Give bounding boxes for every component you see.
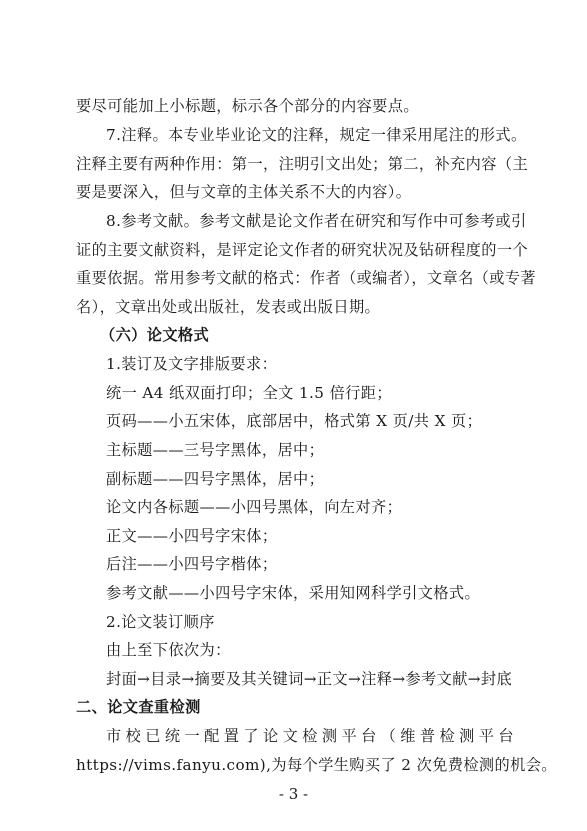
text-line: 市校已统一配置了论文检测平台（维普检测平台 xyxy=(106,727,514,745)
text-line: 正文——小四号字宋体； xyxy=(106,527,278,545)
text-line: 7.注释。本专业毕业论文的注释，规定一律采用尾注的形式。 xyxy=(106,126,527,144)
text-line: 论文内各标题——小四号黑体，向左对齐； xyxy=(106,498,403,516)
text-line: 8.参考文献。参考文献是论文作者在研究和写作中可参考或引 xyxy=(106,212,527,230)
page-number: - 3 - xyxy=(278,785,309,803)
text-line: 参考文献——小四号字宋体，采用知网科学引文格式。 xyxy=(106,584,481,602)
text-line: 要尽可能加上小标题，标示各个部分的内容要点。 xyxy=(76,97,419,115)
text-line: 后注——小四号字楷体； xyxy=(106,555,278,573)
text-line: https://vims.fanyu.com),为每个学生购买了 2 次免费检测的机会。 xyxy=(76,756,557,774)
text-line: 由上至下依次为： xyxy=(106,641,231,659)
text-line: 注释主要有两种作用：第一，注明引文出处；第二，补充内容（主 xyxy=(76,155,529,173)
text-line: 副标题——四号字黑体，居中； xyxy=(106,470,325,488)
text-line: 统一 A4 纸双面打印；全文 1.5 倍行距； xyxy=(106,384,392,402)
text-line: 名），文章出处或出版社，发表或出版日期。 xyxy=(76,298,381,316)
text-line: 1.装订及文字排版要求： xyxy=(106,355,278,373)
text-line: 要是要深入，但与文章的主体关系不大的内容）。 xyxy=(76,183,412,201)
text-line: 重要依据。常用参考文献的格式：作者（或编者），文章名（或专著 xyxy=(76,269,537,287)
text-line: 证的主要文献资料，是评定论文作者的研究状况及钻研程度的一个 xyxy=(76,241,529,259)
text-line: 2.论文装订顺序 xyxy=(106,613,215,631)
text-line: 主标题——三号字黑体，居中； xyxy=(106,441,325,459)
section-heading: （六）论文格式 xyxy=(100,326,210,344)
text-line: 页码——小五宋体，底部居中，格式第 X 页/共 X 页； xyxy=(106,412,483,430)
section-heading: 二、论文查重检测 xyxy=(76,698,201,716)
text-line: 封面→目录→摘要及其关键词→正文→注释→参考文献→封底 xyxy=(106,670,513,688)
